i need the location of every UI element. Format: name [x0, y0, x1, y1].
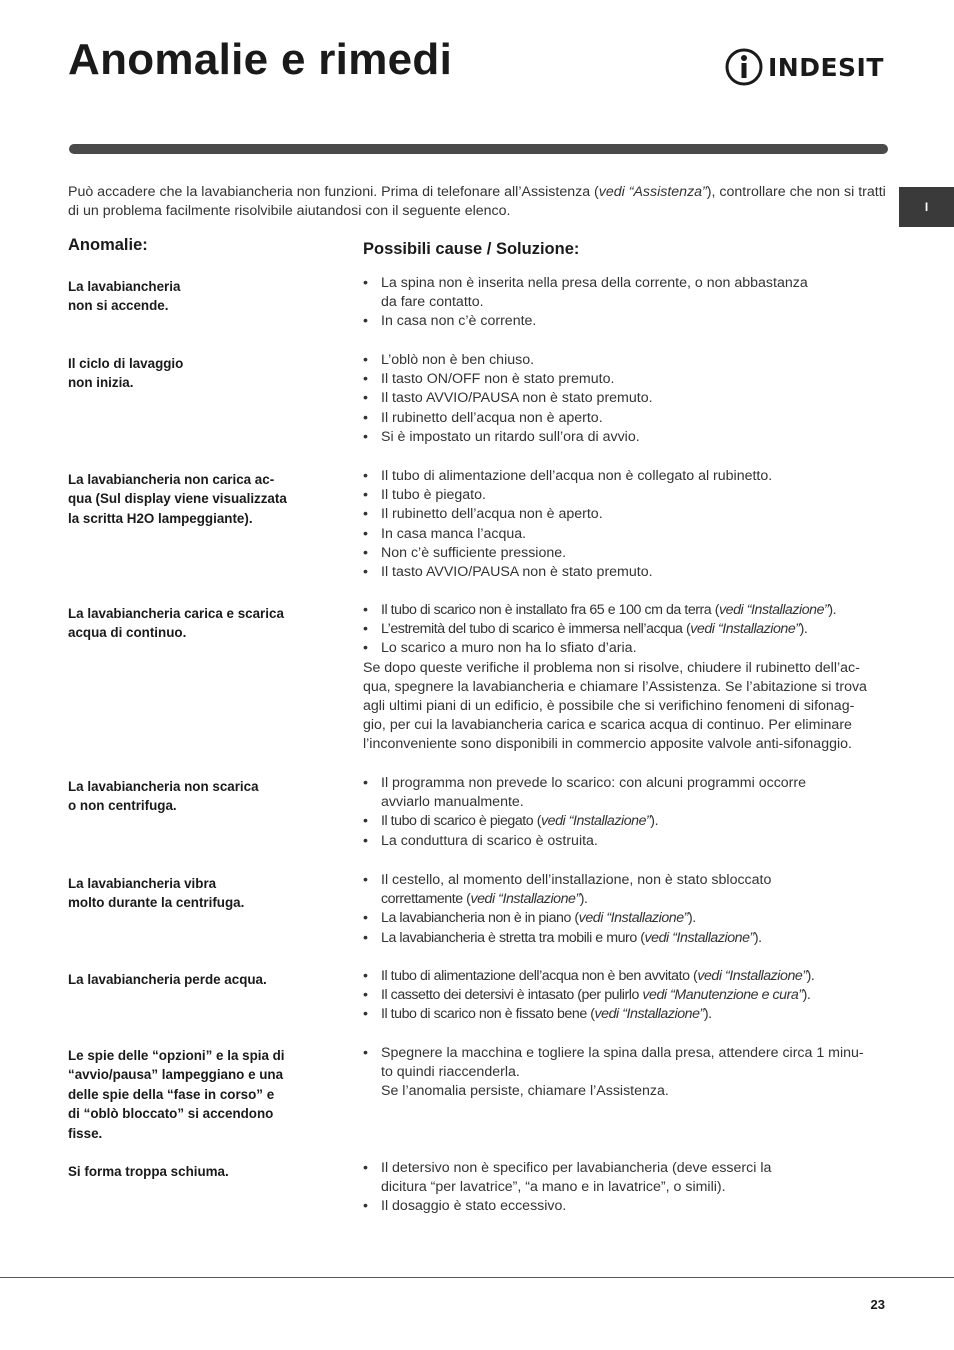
cause-item: • L’oblò non è ben chiuso.	[363, 351, 888, 370]
cause-item: • Il tubo di scarico è piegato (vedi “Installazione”).	[363, 812, 888, 831]
brand-logo	[724, 46, 894, 88]
anomaly-label: La lavabiancheria non carica ac- qua (Sul display viene visualizzata la scritta H2O lampeggiante).	[68, 472, 287, 526]
anomaly-label: La lavabiancheria perde acqua.	[68, 972, 267, 987]
cause-item: • Il tasto ON/OFF non è stato premuto.	[363, 370, 888, 389]
anomalies-heading: Anomalie:	[68, 236, 148, 254]
cause-list	[363, 351, 888, 447]
cause-item: • La spina non è inserita nella presa della corrente, o non abbastanza da fare contatto.	[363, 274, 888, 312]
cause-item: • Si è impostato un ritardo sull’ora di avvio.	[363, 428, 888, 447]
cause-item: • Il rubinetto dell’acqua non è aperto.	[363, 409, 888, 428]
brand-name: INDESIT	[768, 52, 884, 82]
install-ref: vedi “Installazione”	[470, 891, 580, 908]
cause-item: • Il detersivo non è specifico per lavabiancheria (deve esserci la dicitura “per lavatrice”, “a mano e in lavatrice”, o simili).	[363, 1159, 888, 1197]
cause-list	[363, 1044, 888, 1102]
cause-item: • Il cassetto dei detersivi è intasato (per pulirlo vedi “Manutenzione e cura”).	[363, 986, 888, 1005]
siphon-note: Se dopo queste verifiche il problema non si risolve, chiudere il rubinetto dell’ac- qua, spegnere la lavabiancheria e chiamare l’Assistenza. Se l’abitazione si trova agli ultimi piani di un edificio, è possibile che si verifichino fenomeni di sifonag- gio, per cui la lavabiancheria carica e scarica acqua di continuo. Per eliminare l’inconveniente sono disponibili in commercio apposite valvole anti-sifonaggio.	[363, 659, 867, 753]
cause-item: • La conduttura di scarico è ostruita.	[363, 832, 888, 851]
cause-list	[363, 1159, 888, 1217]
cause-item: • Il tasto AVVIO/PAUSA non è stato premuto.	[363, 563, 888, 582]
cause-item: • Lo scarico a muro non ha lo sfiato d’aria.	[363, 639, 888, 658]
anomaly-label: La lavabiancheria non scarica o non centrifuga.	[68, 779, 259, 814]
install-ref: vedi “Installazione”	[594, 1006, 704, 1023]
anomaly-label: Si forma troppa schiuma.	[68, 1164, 229, 1179]
cause-item: • Non c’è sufficiente pressione.	[363, 544, 888, 563]
anomaly-label: La lavabiancheria non si accende.	[68, 279, 181, 314]
language-tab: I	[899, 187, 954, 227]
cause-list	[363, 967, 888, 1025]
cause-list	[363, 871, 888, 948]
anomaly-label: Le spie delle “opzioni” e la spia di “avvio/pausa” lampeggiano e una delle spie della “fase in corso” e di “oblò bloccato” si accendono fisse.	[68, 1048, 285, 1141]
intro-ref: vedi “Assistenza”	[598, 184, 707, 200]
cause-item: • Il cestello, al momento dell’installazione, non è stato sbloccato correttamente (vedi “Installazione”).	[363, 871, 888, 909]
anomaly-label: La lavabiancheria vibra molto durante la centrifuga.	[68, 876, 245, 911]
intro-text: Può accadere che la lavabiancheria non funzioni. Prima di telefonare all’Assistenza (vedi “Assistenza”), controllare che non si tratti di un problema facilmente risolvibile aiutandosi con il seguente elenco.	[68, 184, 886, 220]
install-ref: vedi “Installazione”	[541, 813, 651, 830]
causes-heading: Possibili cause / Soluzione:	[363, 240, 580, 258]
footer-divider	[0, 1277, 954, 1278]
anomaly-label: La lavabiancheria carica e scarica acqua di continuo.	[68, 606, 284, 641]
cause-item: • La lavabiancheria non è in piano (vedi “Installazione”).	[363, 909, 888, 928]
cause-item: • Il dosaggio è stato eccessivo.	[363, 1197, 888, 1216]
install-ref: vedi “Installazione”	[578, 910, 688, 927]
anomaly-label: Il ciclo di lavaggio non inizia.	[68, 356, 184, 391]
install-ref: vedi “Installazione”	[690, 621, 800, 638]
page-number: 23	[870, 1297, 885, 1312]
cause-item: • Il tubo di scarico non è fissato bene (vedi “Installazione”).	[363, 1005, 888, 1024]
cause-item: • Il tubo di alimentazione dell’acqua non è collegato al rubinetto.	[363, 467, 888, 486]
cause-item: • Il programma non prevede lo scarico: con alcuni programmi occorre avviarlo manualmente.	[363, 774, 888, 812]
indesit-logo-icon	[724, 47, 764, 87]
cause-item: • Spegnere la macchina e togliere la spina dalla presa, attendere circa 1 minu- to quindi riaccenderla. Se l’anomalia persiste, chiamare l’Assistenza.	[363, 1044, 888, 1102]
cause-item: • La lavabiancheria è stretta tra mobili e muro (vedi “Installazione”).	[363, 929, 888, 948]
cause-item: • L’estremità del tubo di scarico è immersa nell’acqua (vedi “Installazione”).	[363, 620, 888, 639]
maintenance-ref: vedi “Manutenzione e cura”	[642, 987, 803, 1004]
cause-list	[363, 601, 888, 755]
install-ref: vedi “Installazione”	[644, 929, 754, 946]
cause-item: • In casa manca l’acqua.	[363, 525, 888, 544]
cause-item: • Il tubo di scarico non è installato fra 65 e 100 cm da terra (vedi “Installazione”).	[363, 601, 888, 620]
cause-list	[363, 274, 888, 332]
install-ref: vedi “Installazione”	[719, 602, 829, 618]
page-title: Anomalie e rimedi	[68, 35, 453, 84]
cause-list	[363, 774, 888, 851]
cause-item: • Il tasto AVVIO/PAUSA non è stato premuto.	[363, 389, 888, 408]
install-ref: vedi “Installazione”	[697, 968, 807, 984]
cause-list	[363, 467, 888, 582]
cause-item: • Il tubo di alimentazione dell’acqua non è ben avvitato (vedi “Installazione”).	[363, 967, 888, 986]
cause-item: • Il rubinetto dell’acqua non è aperto.	[363, 505, 888, 524]
title-rule	[69, 144, 888, 154]
cause-item: • In casa non c’è corrente.	[363, 312, 888, 331]
cause-item: • Il tubo è piegato.	[363, 486, 888, 505]
